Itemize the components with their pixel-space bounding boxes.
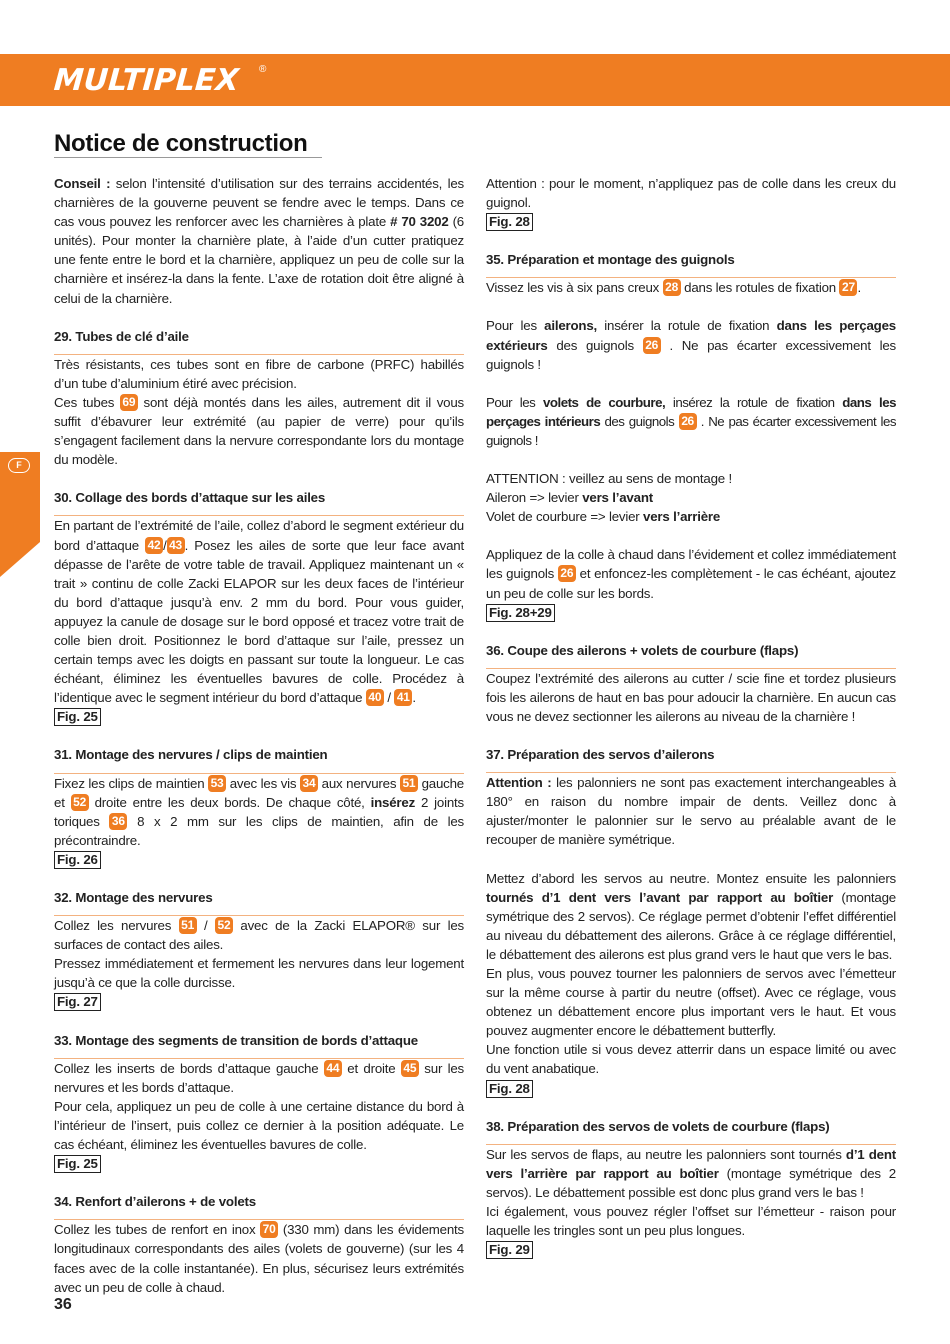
figure-reference: Fig. 26 xyxy=(54,851,101,869)
part-number-badge: 44 xyxy=(324,1060,342,1077)
paragraph: Attention : pour le moment, n’appliquez pas de colle dans les creux du guignol. xyxy=(486,176,896,211)
text: dans les perçages intérieurs xyxy=(486,394,897,429)
text: dans les rotules de fixation xyxy=(680,280,840,296)
text: des guignols xyxy=(600,413,679,429)
text: d’1 dent vers l’arrière par rapport au boîtier xyxy=(486,1146,896,1181)
text: 2 joints toriques xyxy=(54,794,465,829)
figure-reference: Fig. 28 xyxy=(486,1080,533,1098)
part-number-badge: 45 xyxy=(401,1060,419,1077)
text: les palonniers ne sont pas exactement interchangeables à 180° en raison du nombre impair de dents. Veillez donc à ajuster/monter le palonnier sur le servo au préalable avant de le recouper de manière symétrique. xyxy=(486,775,897,848)
paragraph xyxy=(54,1059,464,1097)
paragraph xyxy=(486,278,896,297)
text: sont déjà montés dans les ailes, autrement dit il vous suffit d’ébavurer leur extrémité (au papier de verre) pour qu’ils s’engagent facilement dans la nervure correspondante lors du montage du modèle. xyxy=(54,394,464,468)
multiplex-logo: MULTIPLEX xyxy=(52,62,240,98)
text: / xyxy=(383,690,395,706)
part-number-badge: 34 xyxy=(300,775,318,792)
section-heading: 30. Collage des bords d’attaque sur les ailes xyxy=(54,488,464,516)
part-number-badge: 26 xyxy=(558,565,576,582)
text: ailerons, xyxy=(544,318,598,334)
text: Pour les xyxy=(486,318,545,334)
part-number-badge: 42 xyxy=(145,537,163,554)
text: (montage symétrique des 2 servos). Le débattement possible est donc plus grand vers le bas ! xyxy=(486,1165,896,1200)
text: / xyxy=(163,537,167,553)
text: gauche et xyxy=(54,775,464,810)
text: vers l’avant xyxy=(582,490,653,506)
paragraph xyxy=(486,773,896,849)
text: / xyxy=(196,918,215,934)
right-column xyxy=(486,174,896,1259)
part-number-badge: 36 xyxy=(109,813,127,830)
text: Attention : xyxy=(486,775,552,791)
part-number-badge: 26 xyxy=(643,337,661,354)
text: avec de la Zacki ELAPOR® sur les surfaces de contact des ailes. xyxy=(54,918,465,953)
text: insérer la rotule de fixation xyxy=(597,318,777,334)
text: . Ne pas écarter excessivement les guignols ! xyxy=(486,413,896,448)
text: (6 unités). Pour monter la charnière plate, à l’aide d’un cutter pratiquez une fente entre le bord et la charnière, appliquez un peu de colle sur la charnière et insérez-la dans la fente. L’axe de rotation doit être aligné à celui de la charnière. xyxy=(54,214,464,306)
section-heading: 29. Tubes de clé d’aile xyxy=(54,327,464,355)
text: En partant de l’extrémité de l’aile, collez d’abord le segment extérieur du bord d’attaque xyxy=(54,518,464,553)
part-number-badge: 28 xyxy=(663,279,681,296)
conseil-label: Conseil : xyxy=(54,176,111,191)
text: insérez xyxy=(370,794,416,810)
part-number-badge: 27 xyxy=(839,279,857,296)
text: . Ne pas écarter excessivement les guignols ! xyxy=(486,337,896,372)
paragraph xyxy=(486,545,896,602)
figure-reference: Fig. 25 xyxy=(54,708,101,726)
text: Collez les inserts de bords d’attaque gauche xyxy=(54,1060,324,1076)
text: Fixez les clips de maintien xyxy=(54,775,209,791)
page-number: 36 xyxy=(54,1296,72,1313)
part-number-badge: 26 xyxy=(679,413,697,430)
attention-line xyxy=(486,507,896,526)
text: Collez les tubes de renfort en inox xyxy=(54,1222,261,1238)
paragraph xyxy=(486,1145,896,1202)
figure-reference: Fig. 27 xyxy=(54,993,101,1011)
text: aux nervures xyxy=(318,775,400,791)
text: sur les nervures et les bords d’attaque. xyxy=(54,1060,464,1095)
text: dans les perçages extérieurs xyxy=(486,318,896,353)
paragraph xyxy=(54,774,464,850)
part-number-badge: 51 xyxy=(400,775,418,792)
part-number-badge: 69 xyxy=(120,394,138,411)
text: insérez la rotule de fixation xyxy=(665,394,843,410)
figure-reference: Fig. 25 xyxy=(54,1155,101,1173)
figure-reference: Fig. 28 xyxy=(486,213,533,231)
paragraph: En plus, vous pouvez tourner les palonniers de servos avec l’émetteur sur la même course à partir du neutre (offset). Avec ce réglage, vous obtenez un débattement encore plus important vers le haut. Et vous pouvez augmenter encore le débattement butterfly. xyxy=(486,966,896,1039)
text: Sur les servos de flaps, au neutre les palonniers sont tournés xyxy=(486,1146,846,1162)
figure-reference: Fig. 29 xyxy=(486,1241,533,1259)
part-number-badge: 70 xyxy=(260,1221,278,1238)
part-number-badge: 52 xyxy=(71,794,89,811)
text: et droite xyxy=(341,1060,401,1076)
text: Collez les nervures xyxy=(54,918,179,934)
paragraph xyxy=(54,1220,464,1296)
attention-line xyxy=(486,488,896,507)
text: 8 x 2 mm sur les clips de maintien, afin de les précontraindre. xyxy=(54,813,464,848)
part-number-badge: 53 xyxy=(208,775,226,792)
text: Pour les xyxy=(486,394,543,410)
paragraph: Coupez l’extrémité des ailerons au cutter / scie fine et tordez plusieurs fois les ailerons de haut en bas pour adoucir la charnière. En aucun cas vous ne devez sectionner les ailerons au niveau de la charnière ! xyxy=(486,670,896,724)
paragraph: Pour cela, appliquez un peu de colle à une certaine distance du bord à l’intérieur de l’insert, puis collez ce dernier à la position adéquate. Le cas échéant, éliminez les éventuelles bavures de colle. xyxy=(54,1098,464,1153)
section-heading: 33. Montage des segments de transition de bords d’attaque xyxy=(54,1031,464,1059)
part-number-badge: 40 xyxy=(366,689,384,706)
text: volets de courbure, xyxy=(543,394,666,410)
title-underline xyxy=(54,157,322,158)
section-heading: 37. Préparation des servos d’ailerons xyxy=(486,745,896,773)
language-tab-label: F xyxy=(8,458,30,473)
text: Mettez d’abord les servos au neutre. Montez ensuite les palonniers xyxy=(486,870,896,886)
text: vers l’arrière xyxy=(643,509,721,525)
paragraph: Une fonction utile si vous devez atterrir dans un espace limité ou avec du vent anabatique. xyxy=(486,1042,896,1077)
left-column xyxy=(54,174,464,1297)
section-heading: 38. Préparation des servos de volets de courbure (flaps) xyxy=(486,1117,896,1145)
part-number-badge: 43 xyxy=(167,537,185,554)
section-heading: 35. Préparation et montage des guignols xyxy=(486,250,896,278)
paragraph xyxy=(486,393,896,450)
part-number-badge: 51 xyxy=(179,917,197,934)
section-heading: 34. Renfort d’ailerons + de volets xyxy=(54,1192,464,1220)
part-number-badge: 52 xyxy=(215,917,233,934)
text: Appliquez de la colle à chaud dans l’évidement et collez immédiatement les guignols xyxy=(486,547,896,582)
conseil-paragraph xyxy=(54,174,464,308)
paragraph xyxy=(54,916,464,954)
paragraph xyxy=(486,316,896,373)
text: (330 mm) dans les évidements longitudinaux correspondants des ailes (volets de gouverne) (sur les 4 faces avec de la colle instantanée). En plus, sécurisez leurs extrémités avec un peu de colle à chaud. xyxy=(54,1222,464,1295)
text: . xyxy=(857,280,861,296)
paragraph xyxy=(54,516,464,707)
section-heading: 32. Montage des nervures xyxy=(54,888,464,916)
text: Volet de courbure => levier xyxy=(486,509,644,525)
paragraph: Pressez immédiatement et fermement les nervures dans leur logement jusqu’à ce que la colle durcisse. xyxy=(54,956,464,991)
attention-line: ATTENTION : veillez au sens de montage ! xyxy=(486,471,732,487)
figure-reference: Fig. 28+29 xyxy=(486,604,555,622)
paragraph: Ici également, vous pouvez régler l’offset sur l’émetteur - raison pour laquelle les tringles sont un peu plus longues. xyxy=(486,1204,896,1239)
text: Aileron => levier xyxy=(486,490,583,506)
text: . xyxy=(412,690,416,706)
text: (montage symétrique des 2 servos). Ce réglage permet d’obtenir l’effet différentiel au niveau du débattement des ailerons. Grâce à ce réglage différentiel, le débattement des ailerons est plus grand vers le haut que vers le bas. xyxy=(486,889,896,962)
text: et enfoncez-les complètement - le cas échéant, ajoutez un peu de colle sur les bords. xyxy=(486,566,896,601)
section-heading: 36. Coupe des ailerons + volets de courbure (flaps) xyxy=(486,641,896,669)
text: tournés d’1 dent vers l’avant par rapport au boîtier xyxy=(486,889,834,905)
part-number-badge: 41 xyxy=(394,689,412,706)
text: Ces tubes xyxy=(54,394,120,410)
paragraph xyxy=(54,393,464,469)
page-title: Notice de construction xyxy=(54,130,308,157)
text: avec les vis xyxy=(226,775,300,791)
text: . Posez les ailes de sorte que leur face avant dépasse de l’arête de votre table de travail. Appliquez maintenant un « trait » continu de colle Zacki ELAPOR sur les deux faces de l’intérieur du bord d’attaque jusqu’à env. 2 mm du bord. Pour vous guider, appuyez la canule de dosage sur le bord opposé et tracez votre trait de colle bien droit. Positionnez le bord d’attaque sur l’aile, pressez un certain temps avec les doigts en passant sur toute la longueur. Le cas échéant, éliminez les éventuelles bavures de colle. Procédez à l’identique avec le segment intérieur du bord d’attaque xyxy=(54,537,464,706)
text: des guignols xyxy=(547,337,643,353)
text: selon l’intensité d’utilisation sur des terrains accidentés, les charnières de la gouverne peuvent se fendre avec le temps. Dans ce cas vous pouvez les renforcer avec les charnières à plate xyxy=(54,176,464,230)
paragraph: Très résistants, ces tubes sont en fibre de carbone (PRFC) habillés d’un tube d’aluminium étiré avec précision. xyxy=(54,356,464,391)
registered-mark: ® xyxy=(259,64,267,75)
product-ref: # 70 3202 xyxy=(390,214,449,230)
text: Vissez les vis à six pans creux xyxy=(486,280,663,296)
text: droite entre les deux bords. De chaque côté, xyxy=(88,794,371,810)
section-heading: 31. Montage des nervures / clips de maintien xyxy=(54,745,464,773)
paragraph xyxy=(486,869,896,964)
